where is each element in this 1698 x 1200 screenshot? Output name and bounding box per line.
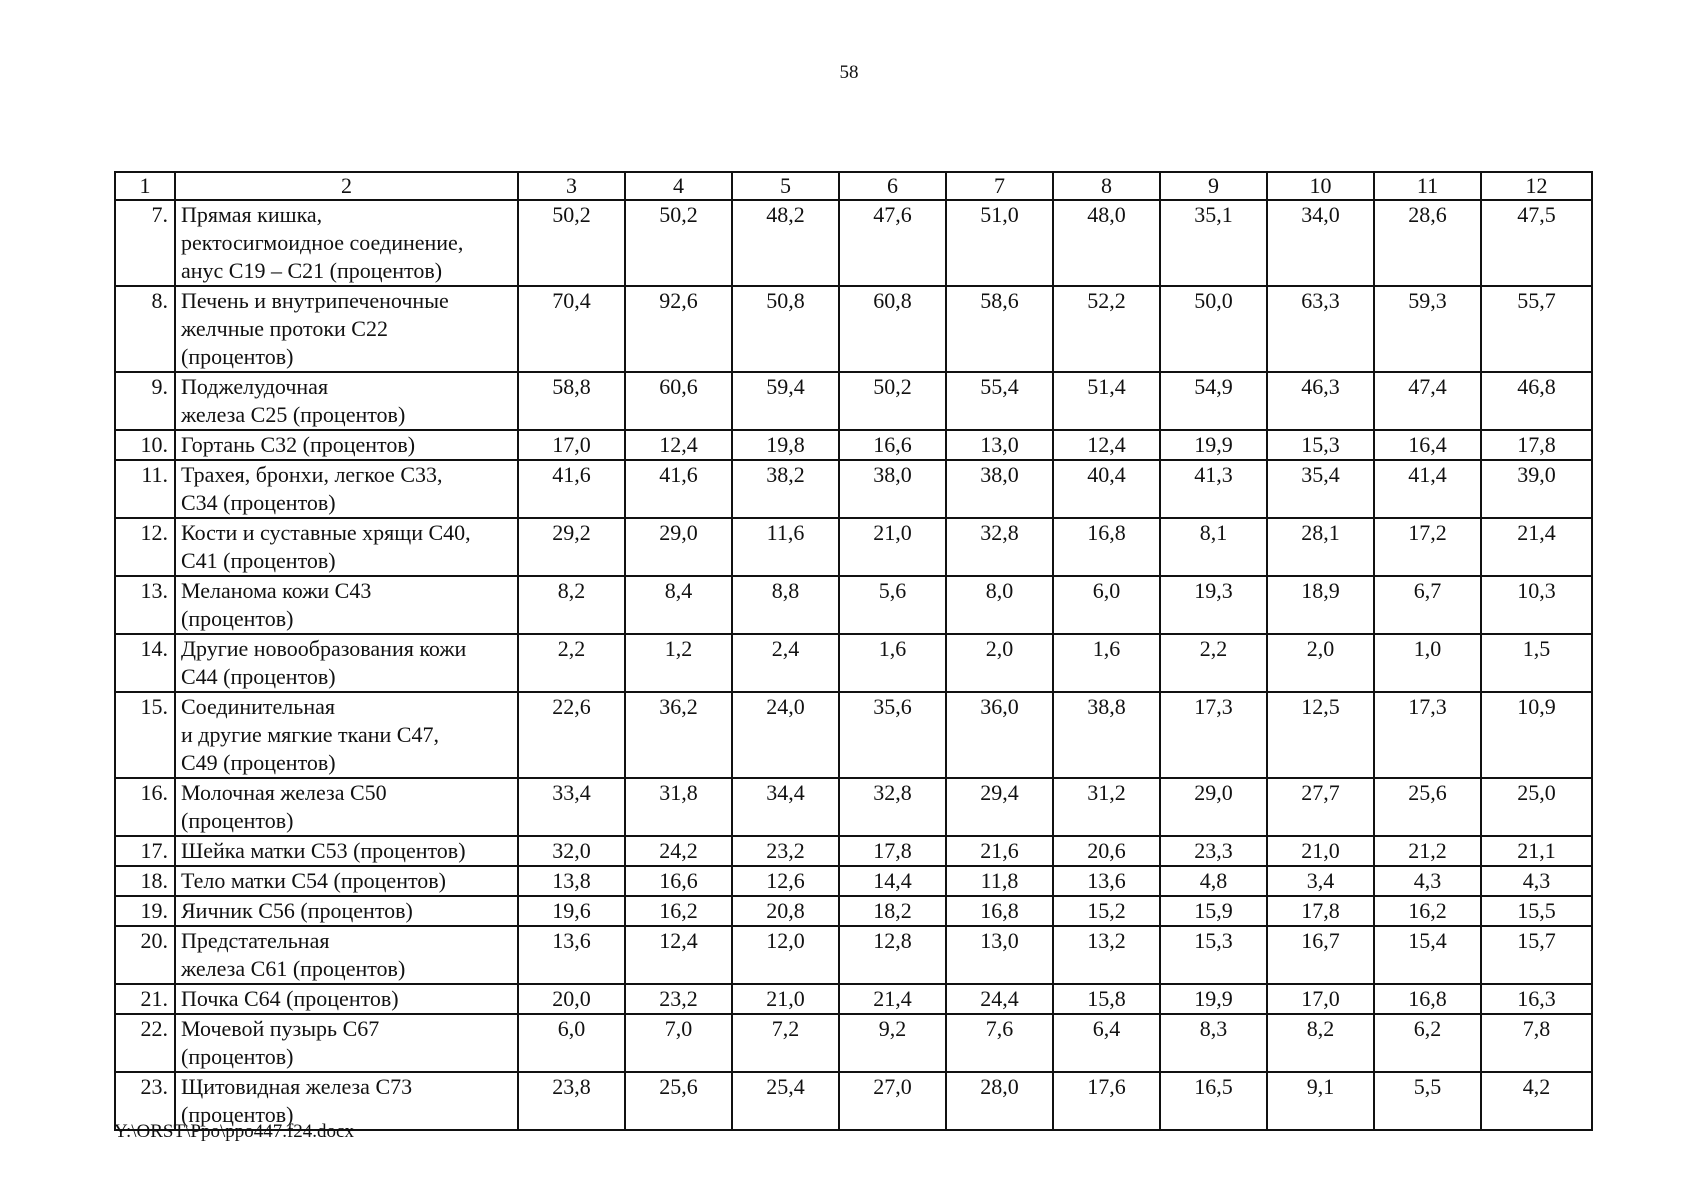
value-cell: 8,2: [518, 576, 625, 634]
value-cell: 17,8: [1481, 430, 1592, 460]
value-cell: 19,8: [732, 430, 839, 460]
value-cell: 46,8: [1481, 372, 1592, 430]
value-cell: 46,3: [1267, 372, 1374, 430]
value-cell: 21,2: [1374, 836, 1481, 866]
value-cell: 22,6: [518, 692, 625, 778]
value-cell: 11,8: [946, 866, 1053, 896]
value-cell: 3,4: [1267, 866, 1374, 896]
value-cell: 13,0: [946, 430, 1053, 460]
header-cell: 7: [946, 172, 1053, 200]
value-cell: 8,0: [946, 576, 1053, 634]
value-cell: 1,6: [839, 634, 946, 692]
value-cell: 21,4: [1481, 518, 1592, 576]
table-row: [115, 692, 1592, 778]
value-cell: 12,8: [839, 926, 946, 984]
value-cell: 36,0: [946, 692, 1053, 778]
value-cell: 7,2: [732, 1014, 839, 1072]
value-cell: 70,4: [518, 286, 625, 372]
value-cell: 15,3: [1267, 430, 1374, 460]
value-cell: 58,8: [518, 372, 625, 430]
row-name-cell: Кости и суставные хрящи С40, С41 (процентов): [175, 518, 518, 576]
row-number-cell: 22.: [115, 1014, 175, 1072]
value-cell: 16,6: [839, 430, 946, 460]
row-number-cell: 16.: [115, 778, 175, 836]
value-cell: 13,2: [1053, 926, 1160, 984]
value-cell: 6,7: [1374, 576, 1481, 634]
value-cell: 12,4: [1053, 430, 1160, 460]
value-cell: 15,3: [1160, 926, 1267, 984]
value-cell: 7,6: [946, 1014, 1053, 1072]
value-cell: 12,0: [732, 926, 839, 984]
value-cell: 16,7: [1267, 926, 1374, 984]
value-cell: 15,2: [1053, 896, 1160, 926]
value-cell: 6,4: [1053, 1014, 1160, 1072]
value-cell: 51,4: [1053, 372, 1160, 430]
row-name-cell: Соединительная и другие мягкие ткани С47, С49 (процентов): [175, 692, 518, 778]
row-name-cell: Печень и внутрипеченочные желчные протоки С22 (процентов): [175, 286, 518, 372]
row-number-cell: 13.: [115, 576, 175, 634]
row-name-cell: Молочная железа С50 (процентов): [175, 778, 518, 836]
table-row: [115, 1014, 1592, 1072]
value-cell: 19,6: [518, 896, 625, 926]
row-name-cell: Яичник С56 (процентов): [175, 896, 518, 926]
value-cell: 38,8: [1053, 692, 1160, 778]
value-cell: 17,2: [1374, 518, 1481, 576]
header-cell: 1: [115, 172, 175, 200]
row-number-cell: 20.: [115, 926, 175, 984]
value-cell: 16,3: [1481, 984, 1592, 1014]
value-cell: 41,3: [1160, 460, 1267, 518]
footer-file-path: Y:\ORST\Ppo\ppo447.f24.docx: [114, 1121, 354, 1142]
value-cell: 10,3: [1481, 576, 1592, 634]
table-row: [115, 634, 1592, 692]
value-cell: 14,4: [839, 866, 946, 896]
row-name-cell: Щитовидная железа С73 (процентов): [175, 1072, 518, 1130]
header-cell: 3: [518, 172, 625, 200]
value-cell: 34,0: [1267, 200, 1374, 286]
row-name-cell: Трахея, бронхи, легкое С33, С34 (процентов): [175, 460, 518, 518]
value-cell: 47,4: [1374, 372, 1481, 430]
value-cell: 11,6: [732, 518, 839, 576]
table-row: [115, 866, 1592, 896]
value-cell: 17,0: [1267, 984, 1374, 1014]
value-cell: 47,5: [1481, 200, 1592, 286]
value-cell: 29,4: [946, 778, 1053, 836]
value-cell: 32,8: [946, 518, 1053, 576]
value-cell: 12,4: [625, 430, 732, 460]
value-cell: 21,0: [839, 518, 946, 576]
value-cell: 28,1: [1267, 518, 1374, 576]
value-cell: 5,6: [839, 576, 946, 634]
value-cell: 35,1: [1160, 200, 1267, 286]
value-cell: 41,4: [1374, 460, 1481, 518]
value-cell: 24,4: [946, 984, 1053, 1014]
table-row: [115, 430, 1592, 460]
value-cell: 1,0: [1374, 634, 1481, 692]
value-cell: 12,6: [732, 866, 839, 896]
value-cell: 29,2: [518, 518, 625, 576]
header-cell: 4: [625, 172, 732, 200]
value-cell: 55,4: [946, 372, 1053, 430]
value-cell: 20,8: [732, 896, 839, 926]
value-cell: 16,8: [1053, 518, 1160, 576]
value-cell: 21,0: [1267, 836, 1374, 866]
value-cell: 63,3: [1267, 286, 1374, 372]
row-number-cell: 8.: [115, 286, 175, 372]
value-cell: 1,6: [1053, 634, 1160, 692]
row-name-cell: Почка С64 (процентов): [175, 984, 518, 1014]
value-cell: 16,4: [1374, 430, 1481, 460]
value-cell: 8,3: [1160, 1014, 1267, 1072]
value-cell: 16,2: [1374, 896, 1481, 926]
value-cell: 29,0: [625, 518, 732, 576]
table-row: [115, 200, 1592, 286]
value-cell: 23,3: [1160, 836, 1267, 866]
value-cell: 50,2: [839, 372, 946, 430]
row-number-cell: 17.: [115, 836, 175, 866]
value-cell: 13,6: [518, 926, 625, 984]
value-cell: 16,8: [946, 896, 1053, 926]
value-cell: 21,1: [1481, 836, 1592, 866]
value-cell: 31,8: [625, 778, 732, 836]
row-number-cell: 12.: [115, 518, 175, 576]
value-cell: 1,2: [625, 634, 732, 692]
value-cell: 16,6: [625, 866, 732, 896]
header-cell: 9: [1160, 172, 1267, 200]
value-cell: 2,0: [946, 634, 1053, 692]
value-cell: 2,2: [1160, 634, 1267, 692]
row-number-cell: 19.: [115, 896, 175, 926]
value-cell: 25,6: [1374, 778, 1481, 836]
row-name-cell: Предстательная железа С61 (процентов): [175, 926, 518, 984]
row-name-cell: Шейка матки С53 (процентов): [175, 836, 518, 866]
value-cell: 8,1: [1160, 518, 1267, 576]
value-cell: 28,0: [946, 1072, 1053, 1130]
value-cell: 2,4: [732, 634, 839, 692]
value-cell: 19,3: [1160, 576, 1267, 634]
row-name-cell: Поджелудочная железа С25 (процентов): [175, 372, 518, 430]
value-cell: 35,4: [1267, 460, 1374, 518]
value-cell: 16,8: [1374, 984, 1481, 1014]
value-cell: 33,4: [518, 778, 625, 836]
header-cell: 2: [175, 172, 518, 200]
header-cell: 10: [1267, 172, 1374, 200]
value-cell: 4,3: [1374, 866, 1481, 896]
value-cell: 23,2: [625, 984, 732, 1014]
value-cell: 47,6: [839, 200, 946, 286]
value-cell: 17,0: [518, 430, 625, 460]
row-name-cell: Прямая кишка, ректосигмоидное соединение, анус С19 – С21 (процентов): [175, 200, 518, 286]
table-row: [115, 286, 1592, 372]
value-cell: 13,8: [518, 866, 625, 896]
table-header-row: [115, 172, 1592, 200]
row-name-cell: Мочевой пузырь С67 (процентов): [175, 1014, 518, 1072]
value-cell: 5,5: [1374, 1072, 1481, 1130]
value-cell: 38,0: [946, 460, 1053, 518]
value-cell: 59,3: [1374, 286, 1481, 372]
row-name-cell: Меланома кожи С43 (процентов): [175, 576, 518, 634]
value-cell: 32,0: [518, 836, 625, 866]
value-cell: 10,9: [1481, 692, 1592, 778]
value-cell: 24,2: [625, 836, 732, 866]
header-cell: 11: [1374, 172, 1481, 200]
value-cell: 4,3: [1481, 866, 1592, 896]
value-cell: 41,6: [518, 460, 625, 518]
value-cell: 50,2: [518, 200, 625, 286]
value-cell: 4,2: [1481, 1072, 1592, 1130]
header-cell: 12: [1481, 172, 1592, 200]
value-cell: 17,3: [1374, 692, 1481, 778]
table-row: [115, 836, 1592, 866]
value-cell: 2,0: [1267, 634, 1374, 692]
value-cell: 38,0: [839, 460, 946, 518]
value-cell: 50,8: [732, 286, 839, 372]
value-cell: 8,4: [625, 576, 732, 634]
value-cell: 25,0: [1481, 778, 1592, 836]
table-row: [115, 460, 1592, 518]
value-cell: 27,7: [1267, 778, 1374, 836]
value-cell: 15,7: [1481, 926, 1592, 984]
value-cell: 48,2: [732, 200, 839, 286]
row-number-cell: 11.: [115, 460, 175, 518]
value-cell: 48,0: [1053, 200, 1160, 286]
row-number-cell: 21.: [115, 984, 175, 1014]
header-cell: 5: [732, 172, 839, 200]
value-cell: 21,4: [839, 984, 946, 1014]
value-cell: 58,6: [946, 286, 1053, 372]
value-cell: 15,4: [1374, 926, 1481, 984]
value-cell: 2,2: [518, 634, 625, 692]
value-cell: 6,0: [1053, 576, 1160, 634]
value-cell: 54,9: [1160, 372, 1267, 430]
row-number-cell: 10.: [115, 430, 175, 460]
value-cell: 34,4: [732, 778, 839, 836]
row-number-cell: 9.: [115, 372, 175, 430]
value-cell: 23,8: [518, 1072, 625, 1130]
row-name-cell: Другие новообразования кожи С44 (процентов): [175, 634, 518, 692]
value-cell: 7,8: [1481, 1014, 1592, 1072]
table-row: [115, 896, 1592, 926]
value-cell: 50,2: [625, 200, 732, 286]
value-cell: 60,8: [839, 286, 946, 372]
value-cell: 16,2: [625, 896, 732, 926]
value-cell: 20,6: [1053, 836, 1160, 866]
value-cell: 13,6: [1053, 866, 1160, 896]
table-row: [115, 926, 1592, 984]
header-cell: 8: [1053, 172, 1160, 200]
value-cell: 51,0: [946, 200, 1053, 286]
value-cell: 17,8: [1267, 896, 1374, 926]
value-cell: 12,5: [1267, 692, 1374, 778]
value-cell: 17,6: [1053, 1072, 1160, 1130]
value-cell: 15,9: [1160, 896, 1267, 926]
value-cell: 92,6: [625, 286, 732, 372]
table-row: [115, 576, 1592, 634]
value-cell: 15,8: [1053, 984, 1160, 1014]
value-cell: 55,7: [1481, 286, 1592, 372]
row-number-cell: 14.: [115, 634, 175, 692]
value-cell: 36,2: [625, 692, 732, 778]
value-cell: 41,6: [625, 460, 732, 518]
value-cell: 21,6: [946, 836, 1053, 866]
value-cell: 19,9: [1160, 984, 1267, 1014]
value-cell: 19,9: [1160, 430, 1267, 460]
row-number-cell: 18.: [115, 866, 175, 896]
row-name-cell: Тело матки С54 (процентов): [175, 866, 518, 896]
page-number: 58: [839, 62, 859, 83]
data-table: [114, 171, 1593, 1131]
value-cell: 9,1: [1267, 1072, 1374, 1130]
table-row: [115, 518, 1592, 576]
value-cell: 12,4: [625, 926, 732, 984]
table-row: [115, 372, 1592, 430]
table-row: [115, 984, 1592, 1014]
value-cell: 15,5: [1481, 896, 1592, 926]
value-cell: 24,0: [732, 692, 839, 778]
header-cell: 6: [839, 172, 946, 200]
value-cell: 32,8: [839, 778, 946, 836]
value-cell: 18,2: [839, 896, 946, 926]
value-cell: 13,0: [946, 926, 1053, 984]
value-cell: 9,2: [839, 1014, 946, 1072]
value-cell: 25,4: [732, 1072, 839, 1130]
value-cell: 8,8: [732, 576, 839, 634]
value-cell: 38,2: [732, 460, 839, 518]
table-row: [115, 778, 1592, 836]
value-cell: 29,0: [1160, 778, 1267, 836]
value-cell: 25,6: [625, 1072, 732, 1130]
value-cell: 18,9: [1267, 576, 1374, 634]
value-cell: 40,4: [1053, 460, 1160, 518]
value-cell: 31,2: [1053, 778, 1160, 836]
value-cell: 60,6: [625, 372, 732, 430]
value-cell: 7,0: [625, 1014, 732, 1072]
row-name-cell: Гортань С32 (процентов): [175, 430, 518, 460]
value-cell: 21,0: [732, 984, 839, 1014]
value-cell: 27,0: [839, 1072, 946, 1130]
value-cell: 6,2: [1374, 1014, 1481, 1072]
value-cell: 17,8: [839, 836, 946, 866]
value-cell: 28,6: [1374, 200, 1481, 286]
value-cell: 39,0: [1481, 460, 1592, 518]
value-cell: 50,0: [1160, 286, 1267, 372]
value-cell: 52,2: [1053, 286, 1160, 372]
value-cell: 17,3: [1160, 692, 1267, 778]
value-cell: 35,6: [839, 692, 946, 778]
row-number-cell: 7.: [115, 200, 175, 286]
value-cell: 59,4: [732, 372, 839, 430]
value-cell: 23,2: [732, 836, 839, 866]
value-cell: 4,8: [1160, 866, 1267, 896]
value-cell: 16,5: [1160, 1072, 1267, 1130]
value-cell: 1,5: [1481, 634, 1592, 692]
value-cell: 8,2: [1267, 1014, 1374, 1072]
row-number-cell: 15.: [115, 692, 175, 778]
value-cell: 6,0: [518, 1014, 625, 1072]
row-number-cell: 23.: [115, 1072, 175, 1130]
value-cell: 20,0: [518, 984, 625, 1014]
